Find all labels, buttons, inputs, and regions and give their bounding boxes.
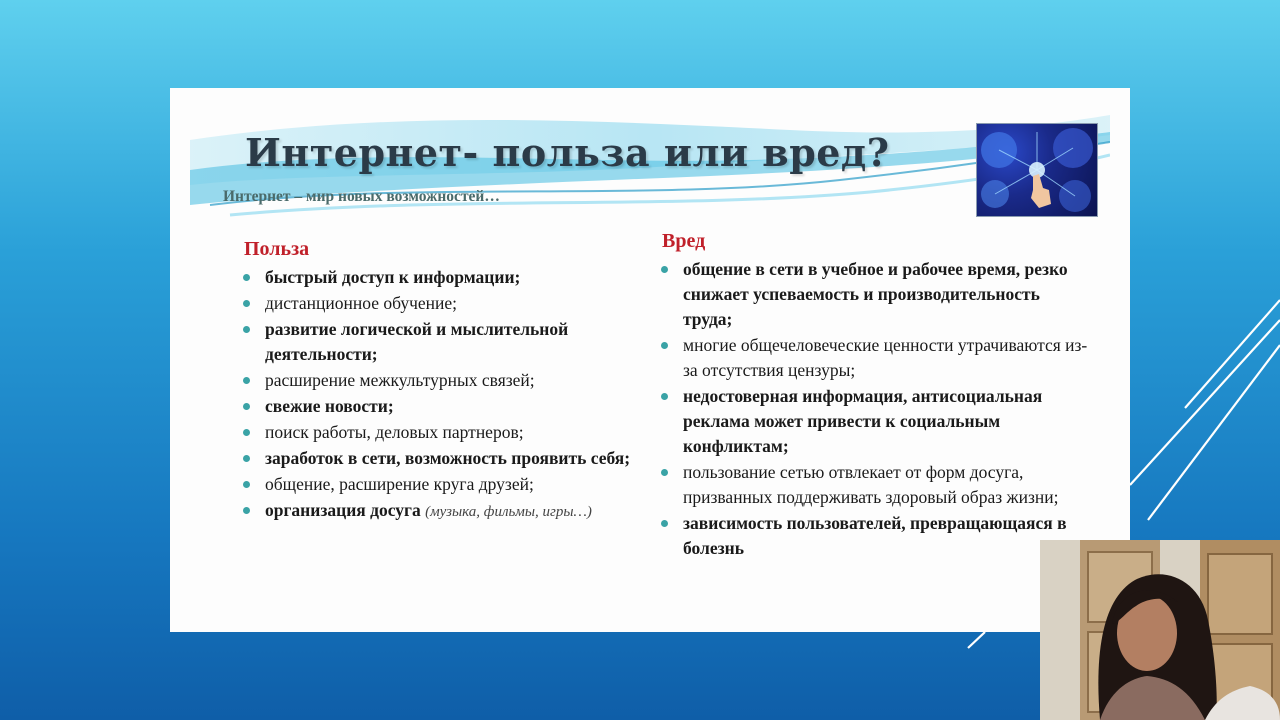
- slide-subtitle: Интернет – мир новых возможностей…: [223, 188, 500, 205]
- pros-item: поиск работы, деловых партнеров;: [232, 420, 632, 445]
- cons-column: [650, 230, 1090, 562]
- pros-item: развитие логической и мыслительной деятельности;: [232, 317, 632, 367]
- cons-item: общение в сети в учебное и рабочее время, резко снижает успеваемость и производительность труда;: [650, 257, 1090, 332]
- bullet-icon: [243, 377, 250, 384]
- bullet-icon: [243, 274, 250, 281]
- bullet-icon: [243, 429, 250, 436]
- globe-hand-touch-icon: [976, 123, 1098, 217]
- cons-item: недостоверная информация, антисоциальная реклама может привести к социальным конфликтам;: [650, 384, 1090, 459]
- pros-item: расширение межкультурных связей;: [232, 368, 632, 393]
- pros-list: [232, 265, 632, 525]
- cons-heading: Вред: [662, 230, 706, 252]
- pros-item: организация досуга (музыка, фильмы, игры…): [232, 498, 632, 525]
- pros-item-note: (музыка, фильмы, игры…): [425, 504, 592, 520]
- pros-item: быстрый доступ к информации;: [232, 265, 632, 290]
- bullet-icon: [661, 266, 668, 273]
- bullet-icon: [243, 300, 250, 307]
- pros-item: свежие новости;: [232, 394, 632, 419]
- cons-list: [650, 257, 1090, 561]
- pros-column: [232, 238, 632, 526]
- pros-item: общение, расширение круга друзей;: [232, 472, 632, 497]
- bullet-icon: [243, 403, 250, 410]
- bullet-icon: [243, 326, 250, 333]
- pros-item: заработок в сети, возможность проявить себя;: [232, 446, 632, 471]
- cons-item: многие общечеловеческие ценности утрачиваются из-за отсутствия цензуры;: [650, 333, 1090, 383]
- bullet-icon: [243, 481, 250, 488]
- pros-heading: Польза: [244, 238, 310, 260]
- cons-item: пользование сетью отвлекает от форм досуга, призванных поддерживать здоровый образ жизни;: [650, 460, 1090, 510]
- bullet-icon: [243, 455, 250, 462]
- presenter-webcam-feed: [1040, 540, 1280, 720]
- bullet-icon: [243, 507, 250, 514]
- bullet-icon: [661, 520, 668, 527]
- pros-item: дистанционное обучение;: [232, 291, 632, 316]
- bullet-icon: [661, 469, 668, 476]
- slide-title: Интернет- польза или вред?: [245, 130, 890, 175]
- bullet-icon: [661, 342, 668, 349]
- bullet-icon: [661, 393, 668, 400]
- cons-item: зависимость пользователей, превращающаяся в болезнь: [650, 511, 1090, 561]
- presentation-slide: [170, 88, 1130, 632]
